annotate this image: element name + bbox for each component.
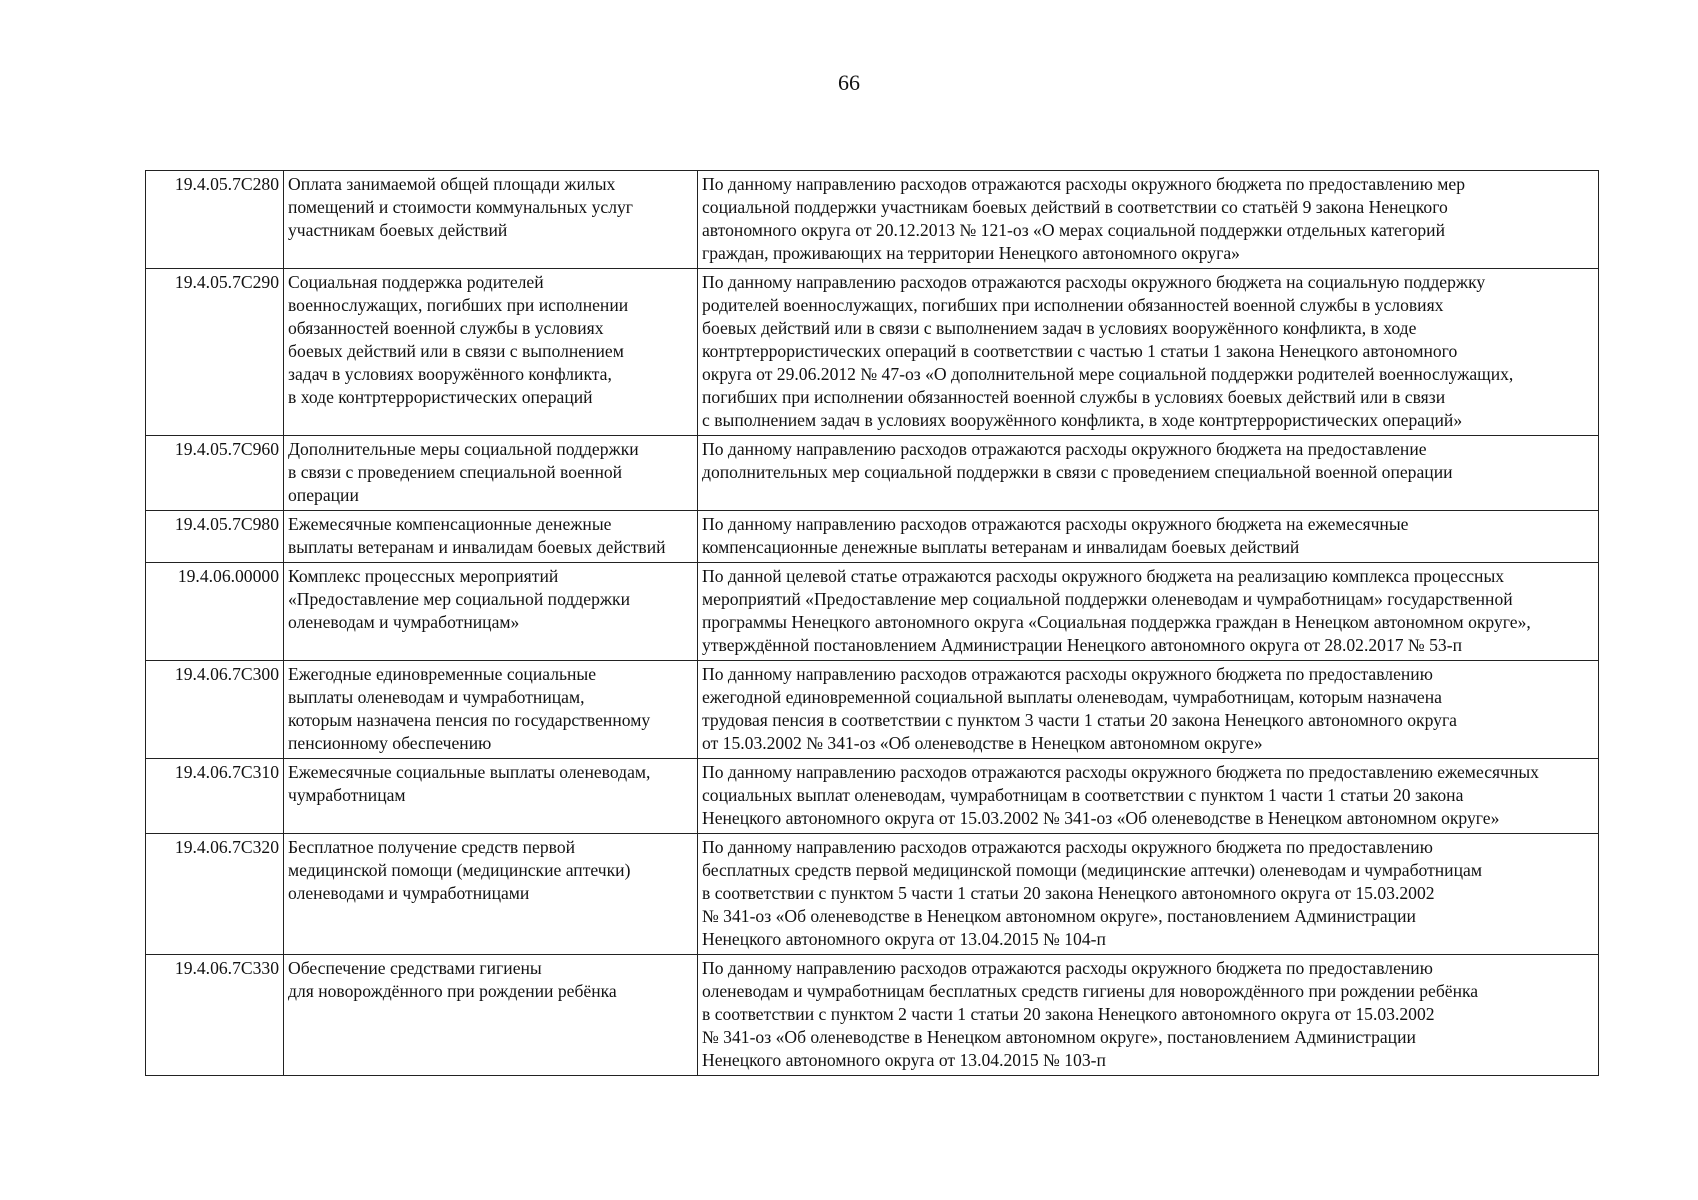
target-article-name: Обеспечение средствами гигиены для новорождённого при рождении ребёнка — [284, 955, 698, 1076]
target-article-description: По данному направлению расходов отражаются расходы окружного бюджета по предоставлению оленеводам и чумработницам бесплатных средств гигиены для новорождённого при рождении ребёнка в соответствии с пунктом 2 части 1 статьи 20 закона Ненецкого автономного округа от 15.03.2002 № 341-оз «Об оленеводстве в Ненецком автономном округе», постановлением Администрации Ненецкого автономного округа от 13.04.2015 № 103-п — [698, 955, 1599, 1076]
table-row — [146, 511, 1599, 563]
target-article-description: По данному направлению расходов отражаются расходы окружного бюджета по предоставлению мер социальной поддержки участникам боевых действий в соответствии со статьёй 9 закона Ненецкого автономного округа от 20.12.2013 № 121-оз «О мерах социальной поддержки отдельных категорий граждан, проживающих на территории Ненецкого автономного округа» — [698, 171, 1599, 269]
target-article-code: 19.4.05.7С290 — [146, 269, 284, 436]
target-article-name: Оплата занимаемой общей площади жилых помещений и стоимости коммунальных услуг участникам боевых действий — [284, 171, 698, 269]
target-article-name: Ежемесячные компенсационные денежные выплаты ветеранам и инвалидам боевых действий — [284, 511, 698, 563]
target-article-description: По данному направлению расходов отражаются расходы окружного бюджета по предоставлению ежегодной единовременной социальной выплаты оленеводам, чумработницам, которым назначена трудовая пенсия в соответствии с пунктом 3 части 1 статьи 20 закона Ненецкого автономного округа от 15.03.2002 № 341-оз «Об оленеводстве в Ненецком автономном округе» — [698, 661, 1599, 759]
target-article-name: Ежегодные единовременные социальные выплаты оленеводам и чумработницам, которым назначена пенсия по государственному пенсионному обеспечению — [284, 661, 698, 759]
table-row — [146, 834, 1599, 955]
table-row — [146, 563, 1599, 661]
target-article-name: Комплекс процессных мероприятий «Предоставление мер социальной поддержки оленеводам и чумработницам» — [284, 563, 698, 661]
target-article-code: 19.4.06.7С320 — [146, 834, 284, 955]
target-article-name: Дополнительные меры социальной поддержки в связи с проведением специальной военной операции — [284, 436, 698, 511]
target-article-description: По данному направлению расходов отражаются расходы окружного бюджета по предоставлению бесплатных средств первой медицинской помощи (медицинские аптечки) оленеводам и чумработницам в соответствии с пунктом 5 части 1 статьи 20 закона Ненецкого автономного округа от 15.03.2002 № 341-оз «Об оленеводстве в Ненецком автономном округе», постановлением Администрации Ненецкого автономного округа от 13.04.2015 № 104-п — [698, 834, 1599, 955]
target-article-code: 19.4.05.7С960 — [146, 436, 284, 511]
target-article-code: 19.4.06.7С300 — [146, 661, 284, 759]
target-article-description: По данной целевой статье отражаются расходы окружного бюджета на реализацию комплекса процессных мероприятий «Предоставление мер социальной поддержки оленеводам и чумработницам» государственной программы Ненецкого автономного округа «Социальная поддержка граждан в Ненецком автономном округе», утверждённой постановлением Администрации Ненецкого автономного округа от 28.02.2017 № 53-п — [698, 563, 1599, 661]
table-row — [146, 269, 1599, 436]
page-number: 66 — [838, 70, 860, 95]
target-article-code: 19.4.05.7С980 — [146, 511, 284, 563]
table-row — [146, 759, 1599, 834]
table-row — [146, 436, 1599, 511]
target-article-description: По данному направлению расходов отражаются расходы окружного бюджета на предоставление дополнительных мер социальной поддержки в связи с проведением специальной военной операции — [698, 436, 1599, 511]
target-article-name: Ежемесячные социальные выплаты оленеводам, чумработницам — [284, 759, 698, 834]
target-article-code: 19.4.06.7С310 — [146, 759, 284, 834]
target-article-description: По данному направлению расходов отражаются расходы окружного бюджета по предоставлению ежемесячных социальных выплат оленеводам, чумработницам в соответствии с пунктом 1 части 1 статьи 20 закона Ненецкого автономного округа от 15.03.2002 № 341-оз «Об оленеводстве в Ненецком автономном округе» — [698, 759, 1599, 834]
target-article-code: 19.4.05.7С280 — [146, 171, 284, 269]
target-article-code: 19.4.06.7С330 — [146, 955, 284, 1076]
target-article-name: Бесплатное получение средств первой медицинской помощи (медицинские аптечки) оленеводами и чумработницами — [284, 834, 698, 955]
target-article-code: 19.4.06.00000 — [146, 563, 284, 661]
table-row — [146, 661, 1599, 759]
table-row — [146, 171, 1599, 269]
budget-classification-table — [145, 170, 1599, 1076]
table-row — [146, 955, 1599, 1076]
target-article-name: Социальная поддержка родителей военнослужащих, погибших при исполнении обязанностей военной службы в условиях боевых действий или в связи с выполнением задач в условиях вооружённого конфликта, в ходе контртеррористических операций — [284, 269, 698, 436]
target-article-description: По данному направлению расходов отражаются расходы окружного бюджета на ежемесячные компенсационные денежные выплаты ветеранам и инвалидам боевых действий — [698, 511, 1599, 563]
target-article-description: По данному направлению расходов отражаются расходы окружного бюджета на социальную поддержку родителей военнослужащих, погибших при исполнении обязанностей военной службы в условиях боевых действий или в связи с выполнением задач в условиях вооружённого конфликта, в ходе контртеррористических операций в соответствии с частью 1 статьи 1 закона Ненецкого автономного округа от 29.06.2012 № 47-оз «О дополнительной мере социальной поддержки родителей военнослужащих, погибших при исполнении обязанностей военной службы в условиях боевых действий или в связи с выполнением задач в условиях вооружённого конфликта, в ходе контртеррористических операций» — [698, 269, 1599, 436]
